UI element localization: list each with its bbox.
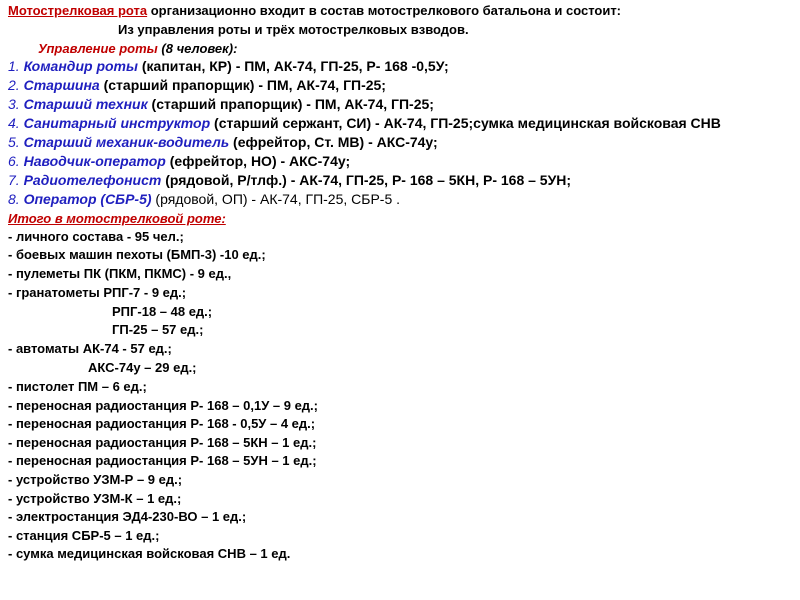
summary-item: - сумка медицинская войсковая СНВ – 1 ед. bbox=[8, 546, 291, 561]
summary-item: - переносная радиостанция Р- 168 – 5УН – 1 ед.; bbox=[8, 453, 317, 468]
management-title: Управление роты bbox=[38, 41, 158, 56]
summary-item: - автоматы АК-74 - 57 ед.; bbox=[8, 341, 172, 356]
management-count: (8 человек): bbox=[157, 41, 238, 56]
personnel-number: 4. bbox=[8, 115, 24, 131]
personnel-number: 1. bbox=[8, 58, 24, 74]
summary-item: РПГ-18 – 48 ед.; bbox=[112, 304, 213, 319]
personnel-row-8 bbox=[8, 191, 400, 208]
personnel-number: 5. bbox=[8, 134, 24, 150]
personnel-number: 6. bbox=[8, 153, 24, 169]
personnel-details: (капитан, КР) - ПМ, АК-74, ГП-25, Р- 168 -0,5У; bbox=[137, 58, 449, 74]
personnel-row-3 bbox=[8, 96, 434, 113]
personnel-number: 2. bbox=[8, 77, 24, 93]
personnel-row-6 bbox=[8, 153, 350, 170]
intro-line bbox=[8, 2, 621, 19]
summary-item: - пистолет ПМ – 6 ед.; bbox=[8, 379, 147, 394]
management-heading bbox=[38, 40, 237, 57]
personnel-row-2 bbox=[8, 77, 386, 94]
personnel-role: Старший техник bbox=[23, 96, 148, 112]
summary-item: - устройство УЗМ-К – 1 ед.; bbox=[8, 491, 182, 506]
summary-item: - пулеметы ПК (ПКМ, ПКМС) - 9 ед., bbox=[8, 266, 232, 281]
personnel-details: (ефрейтор, Ст. МВ) - АКС-74у; bbox=[229, 134, 438, 150]
personnel-row-5 bbox=[8, 134, 438, 151]
personnel-row-4 bbox=[8, 115, 721, 132]
personnel-details: (старший сержант, СИ) - АК-74, ГП-25;сумка медицинская войсковая СНВ bbox=[210, 115, 721, 131]
personnel-role: Командир роты bbox=[23, 58, 138, 74]
intro-text: организационно входит в состав мотострелкового батальона и состоит: bbox=[147, 3, 622, 18]
personnel-details: (рядовой, Р/тлф.) - АК-74, ГП-25, Р- 168 – 5КН, Р- 168 – 5УН; bbox=[161, 172, 572, 188]
personnel-row-1 bbox=[8, 58, 449, 75]
summary-item: - гранатометы РПГ-7 - 9 ед.; bbox=[8, 285, 187, 300]
personnel-number: 8. bbox=[8, 191, 24, 207]
personnel-number: 7. bbox=[8, 172, 24, 188]
personnel-details: (старший прапорщик) - ПМ, АК-74, ГП-25; bbox=[147, 96, 434, 112]
summary-item: - электростанция ЭД4-230-ВО – 1 ед.; bbox=[8, 509, 247, 524]
personnel-role: Старший механик-водитель bbox=[23, 134, 230, 150]
personnel-role: Санитарный инструктор bbox=[23, 115, 211, 131]
personnel-role: Наводчик-оператор bbox=[23, 153, 166, 169]
summary-item: - переносная радиостанция Р- 168 – 5КН – 1 ед.; bbox=[8, 435, 317, 450]
summary-item: - станция СБР-5 – 1 ед.; bbox=[8, 528, 160, 543]
summary-item: АКС-74у – 29 ед.; bbox=[88, 360, 197, 375]
summary-item: - переносная радиостанция Р- 168 - 0,5У – 4 ед.; bbox=[8, 416, 316, 431]
personnel-row-7 bbox=[8, 172, 571, 189]
personnel-details: (ефрейтор, НО) - АКС-74у; bbox=[165, 153, 351, 169]
summary-item: - устройство УЗМ-Р – 9 ед.; bbox=[8, 472, 183, 487]
summary-item: ГП-25 – 57 ед.; bbox=[112, 322, 204, 337]
personnel-details: (старший прапорщик) - ПМ, АК-74, ГП-25; bbox=[99, 77, 386, 93]
personnel-number: 3. bbox=[8, 96, 24, 112]
personnel-role: Радиотелефонист bbox=[23, 172, 162, 188]
intro-term: Мотострелковая рота bbox=[8, 3, 148, 18]
intro-line-2: Из управления роты и трёх мотострелковых взводов. bbox=[118, 22, 469, 37]
summary-item: - личного состава - 95 чел.; bbox=[8, 229, 184, 244]
summary-title: Итого в мотострелковой роте: bbox=[8, 211, 226, 226]
personnel-details: (рядовой, ОП) - АК-74, ГП-25, СБР-5 . bbox=[151, 191, 401, 207]
personnel-role: Оператор (СБР-5) bbox=[23, 191, 152, 207]
summary-item: - переносная радиостанция Р- 168 – 0,1У – 9 ед.; bbox=[8, 398, 319, 413]
summary-item: - боевых машин пехоты (БМП-3) -10 ед.; bbox=[8, 247, 266, 262]
personnel-role: Старшина bbox=[23, 77, 100, 93]
